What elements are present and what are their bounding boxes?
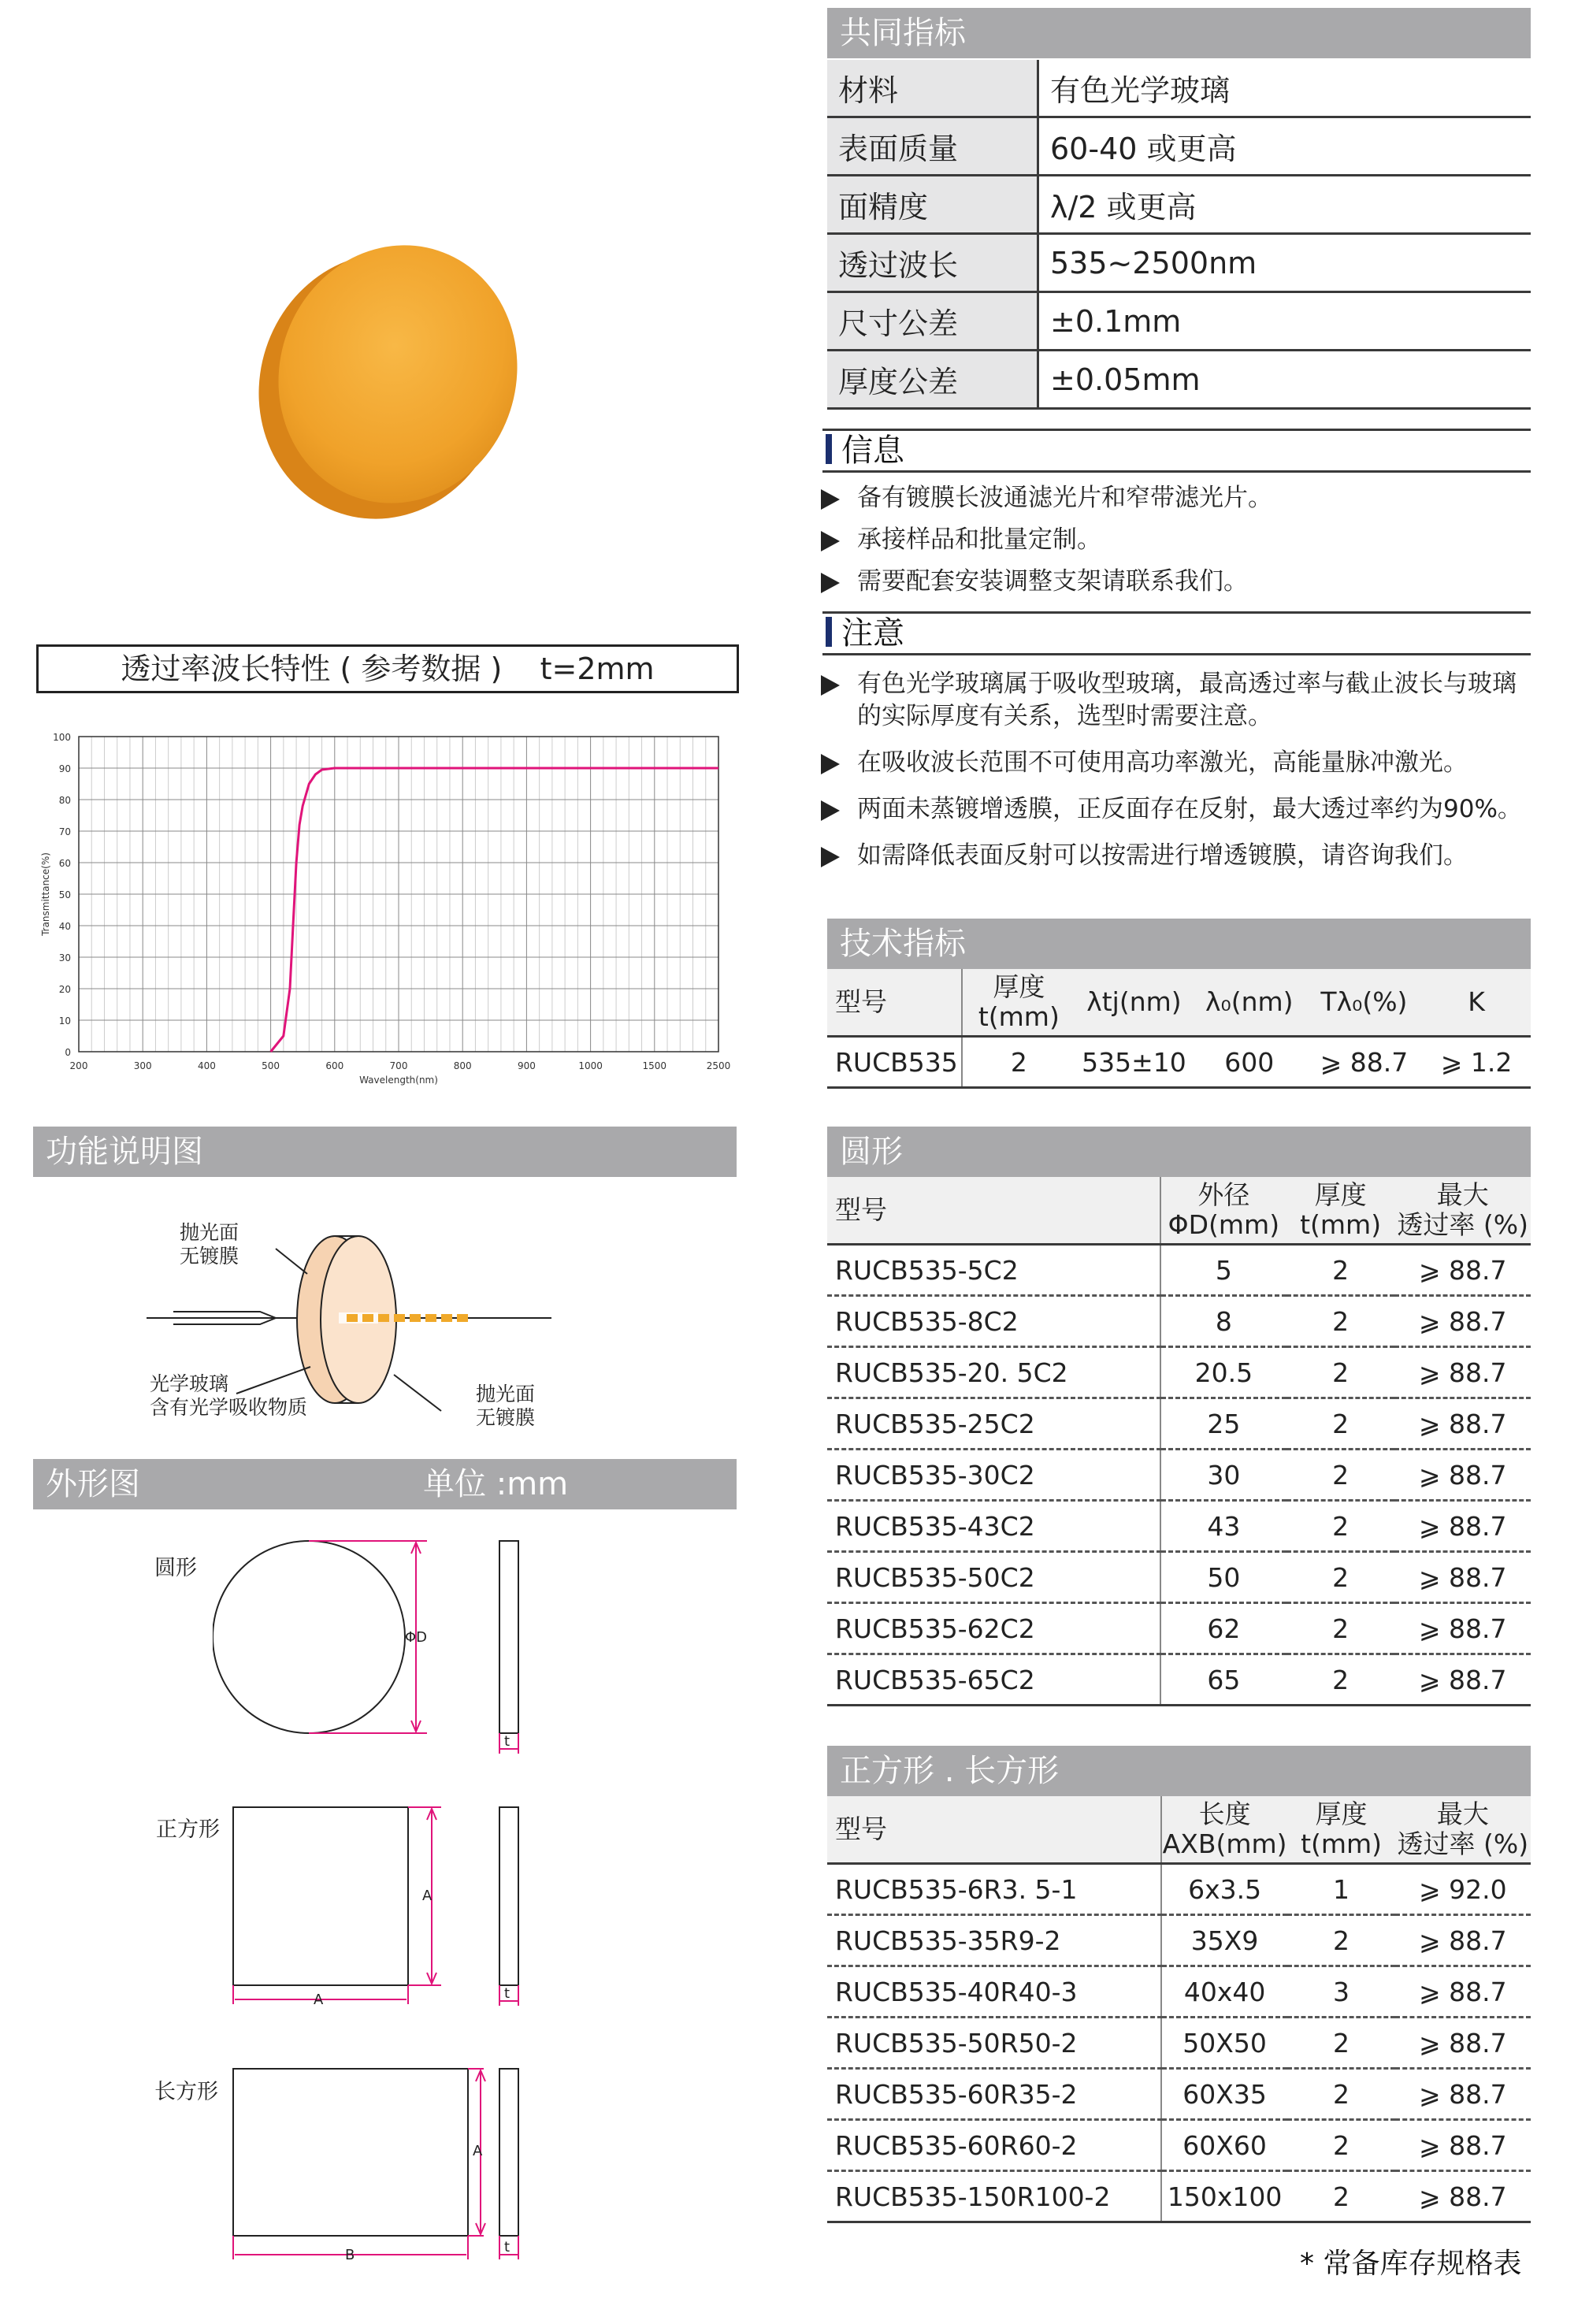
notes-list [819, 668, 1530, 886]
table-cell: ⩾ 1.2 [1422, 1037, 1531, 1088]
label-top-polished [180, 1221, 239, 1268]
table-cell: 50X50 [1161, 2018, 1288, 2069]
t-label-1: t [504, 1733, 510, 1750]
table-cell: RUCB535-65C2 [827, 1654, 1160, 1706]
table-row [827, 2069, 1531, 2120]
list-item-text: 两面未蒸镀增透膜，正反面存在反射，最大透过率约为90%。 [857, 795, 1522, 823]
a-label-1: A [422, 1888, 433, 1904]
table-cell: RUCB535-5C2 [827, 1245, 1160, 1296]
triangle-bullet-icon [821, 675, 840, 696]
table-cell: 2 [1287, 2171, 1394, 2222]
x-tick-label: 800 [453, 1060, 472, 1071]
b-label: B [345, 2247, 355, 2263]
triangle-bullet-icon [821, 573, 840, 593]
spec-row [827, 351, 1531, 409]
chart-title-box: 透过率波长特性 ( 参考数据 ) t=2mm [36, 644, 739, 693]
list-item [819, 668, 1530, 733]
square-table-header: 正方形 . 长方形 [827, 1746, 1531, 1796]
table-cell: ⩾ 88.7 [1394, 1245, 1531, 1296]
table-cell: 2 [1287, 2018, 1394, 2069]
list-item-text: 在吸收波长范围不可使用高功率激光，高能量脉冲激光。 [857, 748, 1468, 777]
table-cell: 43 [1160, 1501, 1286, 1552]
table-cell: 厚度 t(mm) [1286, 1177, 1395, 1245]
rect-shape-label: 长方形 [154, 2080, 218, 2104]
table-header-row [827, 1796, 1531, 1864]
label-top-line1: 抛光面 [180, 1221, 239, 1244]
table-cell: 最大 透过率 (%) [1395, 1796, 1531, 1864]
spec-row [827, 292, 1531, 351]
table-row [827, 1245, 1531, 1296]
a-label-3: A [473, 2143, 483, 2159]
table-cell: RUCB535-35R9-2 [827, 1915, 1161, 1966]
y-tick-label: 40 [58, 921, 71, 932]
table-cell: 2 [1286, 1501, 1395, 1552]
table-cell: ⩾ 88.7 [1306, 1037, 1423, 1088]
table-row [827, 1915, 1531, 1966]
table-cell: 外径 ΦD(mm) [1160, 1177, 1286, 1245]
table-cell: ⩾ 92.0 [1395, 1864, 1531, 1915]
table-cell: 2 [1286, 1245, 1395, 1296]
table-cell: 60X35 [1161, 2069, 1288, 2120]
table-cell: 3 [1287, 1966, 1394, 2018]
table-cell: 1 [1287, 1864, 1394, 1915]
y-tick-label: 90 [58, 763, 71, 774]
table-cell: ⩾ 88.7 [1394, 1501, 1531, 1552]
spec-value: 有色光学玻璃 [1038, 60, 1531, 117]
list-item-text: 需要配套安装调整支架请联系我们。 [857, 567, 1248, 596]
tech-spec-header: 技术指标 [827, 919, 1531, 969]
table-row [827, 1347, 1531, 1398]
triangle-bullet-icon [821, 489, 840, 510]
table-cell: 型号 [827, 969, 962, 1037]
table-cell: λ₀(nm) [1193, 969, 1306, 1037]
notes-title: 注意 [822, 611, 1531, 655]
y-tick-label: 80 [58, 795, 71, 806]
table-cell: RUCB535 [827, 1037, 962, 1088]
table-cell: 2 [1286, 1450, 1395, 1501]
list-item-text: 有色光学玻璃属于吸收型玻璃，最高透过率与截止波长与玻璃的实际厚度有关系，选型时需要注意。 [857, 670, 1517, 730]
table-cell: 2 [1286, 1296, 1395, 1347]
x-tick-label: 500 [262, 1060, 280, 1071]
table-cell: ⩾ 88.7 [1394, 1654, 1531, 1706]
x-tick-label: 900 [517, 1060, 536, 1071]
table-cell: λtj(nm) [1075, 969, 1193, 1037]
function-diagram-header: 功能说明图 [33, 1127, 737, 1177]
x-tick-label: 2500 [706, 1060, 731, 1071]
label-left-glass [150, 1372, 307, 1420]
y-tick-label: 10 [58, 1015, 71, 1026]
phi-label: ΦD [405, 1629, 428, 1646]
spec-key: 材料 [827, 60, 1038, 117]
list-item-text: 承接样品和批量定制。 [857, 525, 1101, 554]
table-cell: 6x3.5 [1161, 1864, 1288, 1915]
table-cell: 8 [1160, 1296, 1286, 1347]
table-cell: RUCB535-43C2 [827, 1501, 1160, 1552]
outline-title: 外形图 [46, 1466, 140, 1502]
table-cell: RUCB535-30C2 [827, 1450, 1160, 1501]
y-tick-label: 60 [58, 858, 71, 869]
table-cell: ⩾ 88.7 [1394, 1603, 1531, 1654]
footnote: * 常备库存规格表 [1300, 2248, 1522, 2280]
table-cell: RUCB535-6R3. 5-1 [827, 1864, 1161, 1915]
table-cell: 535±10 [1075, 1037, 1193, 1088]
table-cell: RUCB535-60R35-2 [827, 2069, 1161, 2120]
table-cell: 最大 透过率 (%) [1394, 1177, 1531, 1245]
triangle-bullet-icon [821, 847, 840, 867]
triangle-bullet-icon [821, 800, 840, 821]
list-item [819, 566, 1528, 598]
spec-value: λ/2 或更高 [1038, 176, 1531, 234]
spec-key: 尺寸公差 [827, 292, 1038, 351]
triangle-bullet-icon [821, 531, 840, 551]
table-cell: 型号 [827, 1177, 1160, 1245]
table-cell: ⩾ 88.7 [1395, 2069, 1531, 2120]
x-tick-label: 1500 [642, 1060, 667, 1071]
table-cell: 2 [1286, 1552, 1395, 1603]
table-row [827, 1966, 1531, 2018]
table-row [827, 1501, 1531, 1552]
y-tick-label: 20 [58, 984, 71, 995]
table-cell: 厚度 t(mm) [962, 969, 1075, 1037]
table-cell: ⩾ 88.7 [1394, 1296, 1531, 1347]
table-cell: 2 [1286, 1603, 1395, 1654]
table-cell: 2 [1286, 1654, 1395, 1706]
x-tick-label: 700 [389, 1060, 408, 1071]
table-cell: 25 [1160, 1398, 1286, 1450]
table-cell: ⩾ 88.7 [1395, 2171, 1531, 2222]
spec-value: 60-40 或更高 [1038, 117, 1531, 176]
table-cell: 2 [1287, 2120, 1394, 2171]
x-tick-label: 400 [197, 1060, 216, 1071]
table-row [827, 2171, 1531, 2222]
square-shape-label: 正方形 [156, 1817, 220, 1842]
list-item [819, 840, 1530, 872]
y-axis-label: Transmittance(%) [40, 852, 51, 936]
table-cell: RUCB535-62C2 [827, 1603, 1160, 1654]
round-table [827, 1177, 1531, 1706]
table-cell: RUCB535-50C2 [827, 1552, 1160, 1603]
y-tick-label: 100 [53, 732, 71, 743]
table-cell: 600 [1193, 1037, 1306, 1088]
table-row [827, 1603, 1531, 1654]
list-item [819, 793, 1530, 826]
table-row [827, 2018, 1531, 2069]
table-cell: RUCB535-25C2 [827, 1398, 1160, 1450]
tech-spec-table [827, 969, 1531, 1089]
table-cell: ⩾ 88.7 [1394, 1398, 1531, 1450]
square-table [827, 1796, 1531, 2223]
table-cell: ⩾ 88.7 [1394, 1347, 1531, 1398]
table-cell: ⩾ 88.7 [1395, 1915, 1531, 1966]
table-row [827, 2120, 1531, 2171]
triangle-bullet-icon [821, 754, 840, 774]
label-right-line2: 无镀膜 [476, 1406, 536, 1429]
spec-row [827, 234, 1531, 292]
info-title: 信息 [822, 429, 1531, 473]
list-item [819, 524, 1528, 556]
table-cell: 2 [1286, 1347, 1395, 1398]
common-spec-header: 共同指标 [827, 8, 1531, 58]
info-list [819, 482, 1528, 607]
table-cell: ⩾ 88.7 [1395, 1966, 1531, 2018]
table-cell: RUCB535-60R60-2 [827, 2120, 1161, 2171]
table-cell: 40x40 [1161, 1966, 1288, 2018]
spec-value: ±0.1mm [1038, 292, 1531, 351]
common-spec-table [827, 60, 1531, 410]
series-line [271, 768, 718, 1052]
table-cell: Tλ₀(%) [1306, 969, 1423, 1037]
list-item-text: 如需降低表面反射可以按需进行增透镀膜，请咨询我们。 [857, 841, 1468, 870]
label-right-polished [476, 1383, 535, 1430]
outline-drawings [213, 1536, 544, 2285]
spec-row [827, 176, 1531, 234]
table-cell: 厚度 t(mm) [1287, 1796, 1394, 1864]
table-row [827, 1037, 1531, 1088]
x-axis-label: Wavelength(nm) [359, 1075, 438, 1086]
table-cell: RUCB535-8C2 [827, 1296, 1160, 1347]
spec-key: 面精度 [827, 176, 1038, 234]
product-photo [252, 228, 536, 528]
label-left-line2: 含有光学吸收物质 [150, 1396, 308, 1419]
y-tick-label: 70 [58, 826, 71, 837]
table-cell: 62 [1160, 1603, 1286, 1654]
table-cell: 20.5 [1160, 1347, 1286, 1398]
label-right-line1: 抛光面 [476, 1383, 536, 1405]
table-cell: 2 [962, 1037, 1075, 1088]
table-cell: 型号 [827, 1796, 1161, 1864]
x-tick-label: 200 [69, 1060, 88, 1071]
spec-key: 厚度公差 [827, 351, 1038, 409]
table-row [827, 1450, 1531, 1501]
table-row [827, 1654, 1531, 1706]
t-label-3: t [504, 2239, 510, 2255]
table-row [827, 1296, 1531, 1347]
table-cell: K [1422, 969, 1531, 1037]
table-cell: 35X9 [1161, 1915, 1288, 1966]
spec-key: 透过波长 [827, 234, 1038, 292]
table-cell: ⩾ 88.7 [1394, 1450, 1531, 1501]
list-item [819, 747, 1530, 779]
y-tick-label: 0 [65, 1047, 71, 1058]
spec-key: 表面质量 [827, 117, 1038, 176]
table-header-row [827, 969, 1531, 1037]
outline-unit: 单位 :mm [423, 1466, 569, 1502]
table-cell: ⩾ 88.7 [1394, 1552, 1531, 1603]
table-cell: 30 [1160, 1450, 1286, 1501]
table-cell: 60X60 [1161, 2120, 1288, 2171]
label-left-line1: 光学玻璃 [150, 1372, 229, 1395]
table-cell: 65 [1160, 1654, 1286, 1706]
round-table-header: 圆形 [827, 1127, 1531, 1177]
table-cell: 2 [1287, 2069, 1394, 2120]
table-cell: ⩾ 88.7 [1395, 2018, 1531, 2069]
list-item [819, 482, 1528, 514]
a-label-2: A [314, 1992, 324, 2008]
table-row [827, 1398, 1531, 1450]
table-cell: ⩾ 88.7 [1395, 2120, 1531, 2171]
round-shape-label: 圆形 [154, 1556, 197, 1580]
spec-row [827, 60, 1531, 117]
table-cell: 长度 AXB(mm) [1161, 1796, 1288, 1864]
table-header-row [827, 1177, 1531, 1245]
table-cell: 2 [1287, 1915, 1394, 1966]
y-tick-label: 50 [58, 889, 71, 900]
table-row [827, 1552, 1531, 1603]
y-tick-label: 30 [58, 952, 71, 963]
t-label-2: t [504, 1985, 510, 2002]
table-cell: 50 [1160, 1552, 1286, 1603]
x-tick-label: 600 [325, 1060, 344, 1071]
table-cell: 5 [1160, 1245, 1286, 1296]
table-cell: 150x100 [1161, 2171, 1288, 2222]
label-top-line2: 无镀膜 [180, 1245, 239, 1268]
transmittance-chart [32, 721, 741, 1099]
table-cell: RUCB535-40R40-3 [827, 1966, 1161, 2018]
x-tick-label: 300 [133, 1060, 152, 1071]
table-row [827, 1864, 1531, 1915]
x-tick-label: 1000 [578, 1060, 603, 1071]
spec-value: ±0.05mm [1038, 351, 1531, 409]
table-cell: 2 [1286, 1398, 1395, 1450]
table-cell: RUCB535-50R50-2 [827, 2018, 1161, 2069]
spec-value: 535~2500nm [1038, 234, 1531, 292]
list-item-text: 备有镀膜长波通滤光片和窄带滤光片。 [857, 484, 1272, 512]
spec-row [827, 117, 1531, 176]
table-cell: RUCB535-20. 5C2 [827, 1347, 1160, 1398]
outline-diagram-header [33, 1459, 737, 1509]
table-cell: RUCB535-150R100-2 [827, 2171, 1161, 2222]
